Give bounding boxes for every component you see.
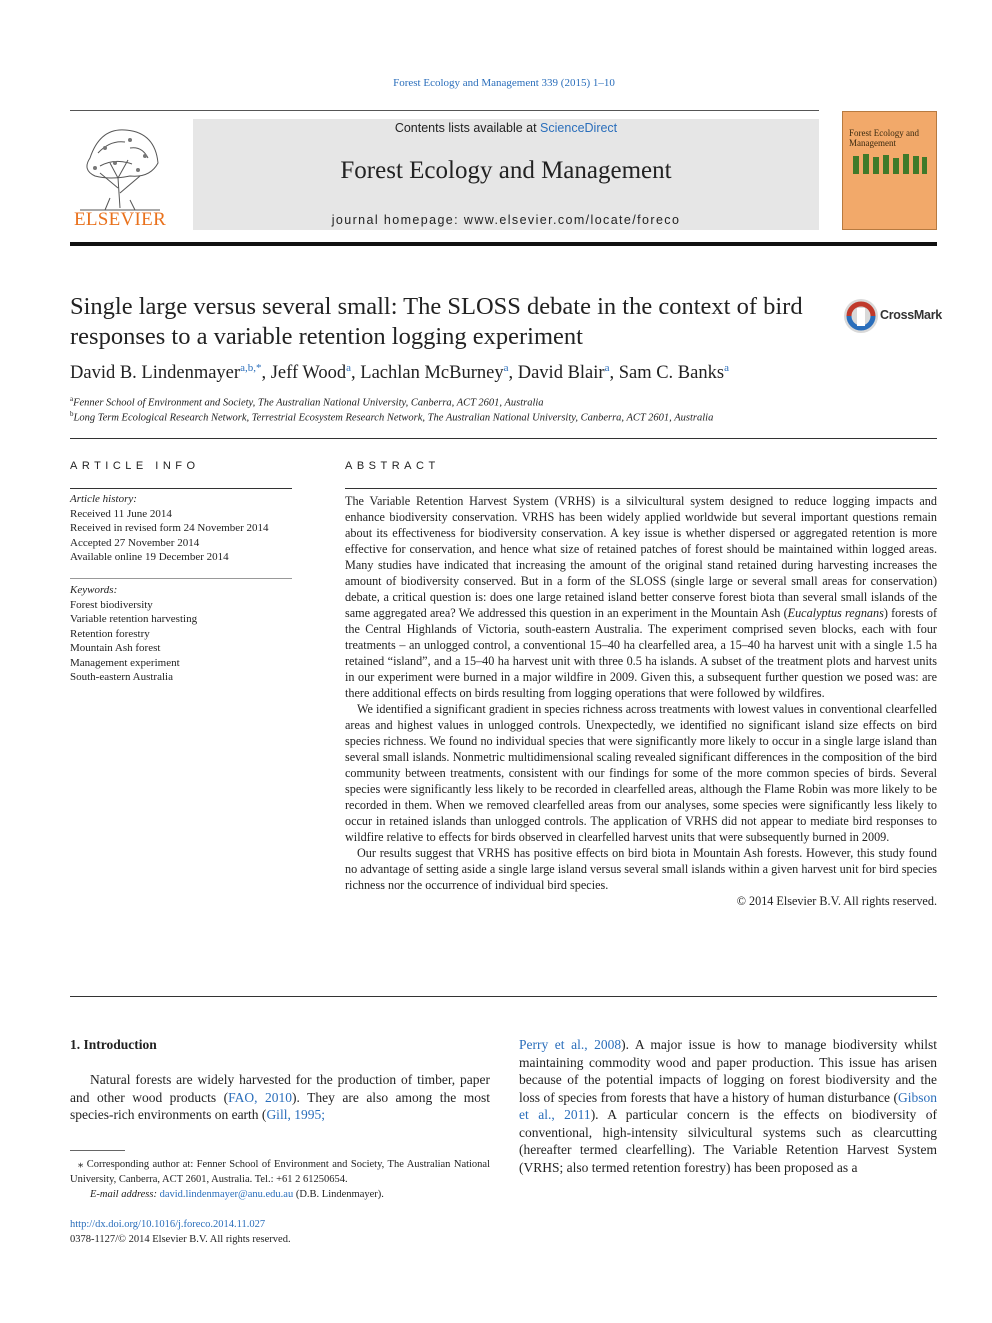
header-thick-rule bbox=[70, 242, 937, 246]
footnote-rule bbox=[70, 1150, 125, 1151]
affiliation-key: a bbox=[70, 395, 74, 403]
history-item: Accepted 27 November 2014 bbox=[70, 536, 200, 549]
history-label: Article history: bbox=[70, 493, 137, 505]
author-affiliation-marker[interactable]: a bbox=[503, 362, 509, 374]
author-name[interactable]: David B. Lindenmayer bbox=[70, 363, 241, 384]
keywords bbox=[70, 583, 292, 685]
author-name[interactable]: Sam C. Banks bbox=[618, 363, 725, 384]
email-suffix: (D.B. Lindenmayer). bbox=[293, 1189, 384, 1200]
header-top-rule bbox=[70, 110, 819, 111]
contents-prefix: Contents lists available at bbox=[394, 121, 541, 135]
journal-title: Forest Ecology and Management bbox=[340, 157, 672, 184]
email-label: E-mail address: bbox=[90, 1189, 157, 1200]
article-title: Single large versus several small: The SLOSS debate in the context of bird responses to a variable retention logging experiment bbox=[70, 293, 803, 350]
author-affiliation-marker[interactable]: a bbox=[724, 362, 729, 374]
abstract-paragraph-3: Our results suggest that VRHS has positive effects on bird biota in Mountain Ash forests. However, this study found no advantage of setting aside a single large island versus several small islands within a given harvest unit for bird species richness nor the occurrence of individual bird species. bbox=[345, 846, 937, 892]
footnote-marker: ⁎ bbox=[78, 1159, 84, 1170]
history-item: Received 11 June 2014 bbox=[70, 507, 172, 520]
journal-cover-thumbnail[interactable] bbox=[842, 111, 937, 230]
doi-link[interactable]: http://dx.doi.org/10.1016/j.foreco.2014.11.027 bbox=[70, 1219, 266, 1230]
abstract-copyright: © 2014 Elsevier B.V. All rights reserved. bbox=[736, 894, 937, 908]
cover-trees-icon bbox=[851, 152, 929, 178]
history-item: Available online 19 December 2014 bbox=[70, 551, 229, 563]
history-item: Received in revised form 24 November 2014 bbox=[70, 522, 269, 534]
author-name[interactable]: Lachlan McBurney bbox=[360, 363, 504, 384]
abstract-text: ) forests of the Central Highlands of Victoria, south-eastern Australia. The experiment comprised seven blocks, each with four treatments – an unlogged control, a conventional 15–40 ha clearfelled area, a 15–40 ha harvest unit with a single 1.5 ha retained “island”, and a 15–40 ha harvest unit with three 0.5 ha islands. A subset of the treatment plots and harvest units in our experiment were burned in a major wildfire in 2009. Given this, a subsequent further question we posed was: are there additional effects on birds resulting from logging operations that were followed by wildfires. bbox=[345, 606, 937, 700]
abstract-text: The Variable Retention Harvest System (VRHS) is a silvicultural system designed to reduce logging impacts and enhance biodiversity conservation. VRHS has been widely applied worldwide but several important questions remain about its effectiveness for biodiversity conservation. A key issue is whether dispersed or aggregated retention is more effective for conservation, and hence what size of retained patches of forest should be maintained within logged areas. Many studies have indicated that increasing the amount of the original stand retained during harvesting increases the amount of biodiversity conserved. But in a form of the SLOSS (single large or several small areas for conservation) debate, a critical question is: does one large retained island better conserve forest biota than several small islands of the same aggregated area? We addressed this question in an experiment in the Mountain Ash ( bbox=[345, 494, 937, 620]
homepage-prefix: journal homepage: bbox=[331, 213, 464, 227]
keyword-item: Retention forestry bbox=[70, 627, 150, 640]
homepage-link[interactable]: www.elsevier.com/locate/foreco bbox=[463, 213, 681, 227]
email-link[interactable]: david.lindenmayer@anu.edu.au bbox=[159, 1189, 294, 1200]
author-affiliation-marker[interactable]: a bbox=[604, 362, 610, 374]
affiliation-a bbox=[70, 395, 544, 409]
journal-homepage bbox=[193, 213, 819, 227]
author-name[interactable]: Jeff Wood bbox=[270, 363, 347, 384]
introduction-heading: 1. Introduction bbox=[70, 1037, 157, 1052]
keywords-label: Keywords: bbox=[70, 584, 118, 596]
intro-text: ). A major issue is how to manage biodiversity whilst maintaining commodity wood and paper production. This issue has arisen because of the potential impacts of logging on forest biodiversity and the loss of species from forests that have a history of human disturbance ( bbox=[519, 1037, 937, 1105]
crossmark-label[interactable]: CrossMark bbox=[880, 308, 942, 322]
affiliation-text: Long Term Ecological Research Network, Terrestrial Ecosystem Research Network, The Australian National University, Canberra, ACT 2601, Australia bbox=[73, 412, 714, 424]
keyword-item: Forest biodiversity bbox=[70, 598, 153, 611]
intro-left-column bbox=[70, 1071, 490, 1124]
reference-link[interactable]: Gibson et al., 2011 bbox=[519, 1089, 937, 1122]
species-name: Eucalyptus regnans bbox=[787, 606, 884, 620]
journal-citation[interactable]: Forest Ecology and Management 339 (2015) 1–10 bbox=[393, 77, 615, 89]
contents-line bbox=[193, 121, 819, 135]
sciencedirect-link[interactable]: ScienceDirect bbox=[540, 121, 618, 135]
author-name[interactable]: David Blair bbox=[517, 363, 605, 384]
keyword-item: Variable retention harvesting bbox=[70, 613, 198, 625]
reference-link[interactable]: Perry et al., 2008 bbox=[519, 1037, 622, 1052]
affiliation-divider bbox=[70, 438, 937, 439]
cover-title: Forest Ecology and Management bbox=[849, 128, 919, 148]
elsevier-wordmark[interactable]: ELSEVIER bbox=[73, 209, 167, 230]
corresponding-footnote bbox=[70, 1157, 490, 1202]
abstract-paragraph-1 bbox=[345, 493, 937, 701]
article-history bbox=[70, 492, 292, 565]
keywords-rule bbox=[70, 578, 292, 579]
footer-doi-block bbox=[70, 1217, 291, 1247]
reference-link[interactable]: FAO, 2010 bbox=[228, 1089, 293, 1105]
keyword-item: South-eastern Australia bbox=[70, 671, 173, 683]
abstract-paragraph-2: We identified a significant gradient in species richness across treatments with lowest values in conventional clearfelled areas and highest values in unlogged controls. Unexpectedly, we identified no significant island size effects on bird species richness. We found no individual species that were significantly more likely to occur in a single large island than several small islands. Nonmetric multidimensional scaling revealed significant differences in the composition of the bird community between treatments, consistent with our findings for some of the more common species of birds. Several species were significantly less likely to be recorded in clearfelled areas, although the Flame Robin was more likely to be recorded in them. When we removed clearfelled areas from our analyses, some species were significantly less likely to occur in retained islands than unlogged controls. The application of VRHS did not appear to mediate bird responses to wildfire relative to effects for birds observed in clearfelled harvest units that were subsequently burned in 2009. bbox=[345, 702, 937, 844]
footnote-text: Corresponding author at: Fenner School of Environment and Society, The Australian National University, Canberra, ACT 2601, Australia. Tel.: +61 2 61250654. bbox=[70, 1159, 491, 1185]
abstract-rule bbox=[345, 488, 937, 489]
keyword-item: Management experiment bbox=[70, 656, 180, 669]
author-affiliation-marker[interactable]: a bbox=[346, 362, 352, 374]
affiliation-b bbox=[70, 410, 713, 424]
reference-link[interactable]: Gill, 1995; bbox=[266, 1107, 325, 1122]
abstract-heading: ABSTRACT bbox=[345, 460, 440, 472]
affiliation-text: Fenner School of Environment and Society, The Australian National University, Canberra, ACT 2601, Australia bbox=[73, 397, 544, 409]
affiliation-key: b bbox=[70, 410, 74, 418]
issn-copyright: 0378-1127/© 2014 Elsevier B.V. All rights reserved. bbox=[70, 1234, 291, 1245]
keyword-item: Mountain Ash forest bbox=[70, 642, 161, 654]
abstract-bottom-rule bbox=[70, 996, 937, 997]
article-info-heading: ARTICLE INFO bbox=[70, 460, 200, 472]
author-affiliation-marker[interactable]: a,b,* bbox=[240, 362, 262, 374]
crossmark-icon[interactable] bbox=[843, 298, 879, 334]
article-info-rule bbox=[70, 488, 292, 489]
intro-text: Natural forests are widely harvested for the production of timber, paper and other wood products ( bbox=[70, 1072, 490, 1105]
abstract-body bbox=[345, 493, 937, 909]
intro-text: ). A particular concern is the effects on biodiversity of conventional, high-intensity silvicultural systems such as clearcutting (hereafter termed clearfelling). The Variable Retention Harvest System (VRHS; also termed retention forestry) has been proposed as a bbox=[519, 1107, 937, 1175]
intro-text: ). They are also among the most species-rich environments on earth ( bbox=[70, 1089, 491, 1122]
author-list: David B. Lindenmayer$^{a,b,*}$, Jeff Wood$^a$, Lachlan McBurney$^a$, David Blair$^a$, Sam C. Banks$^a$ bbox=[70, 362, 729, 384]
intro-right-column bbox=[519, 1036, 937, 1176]
